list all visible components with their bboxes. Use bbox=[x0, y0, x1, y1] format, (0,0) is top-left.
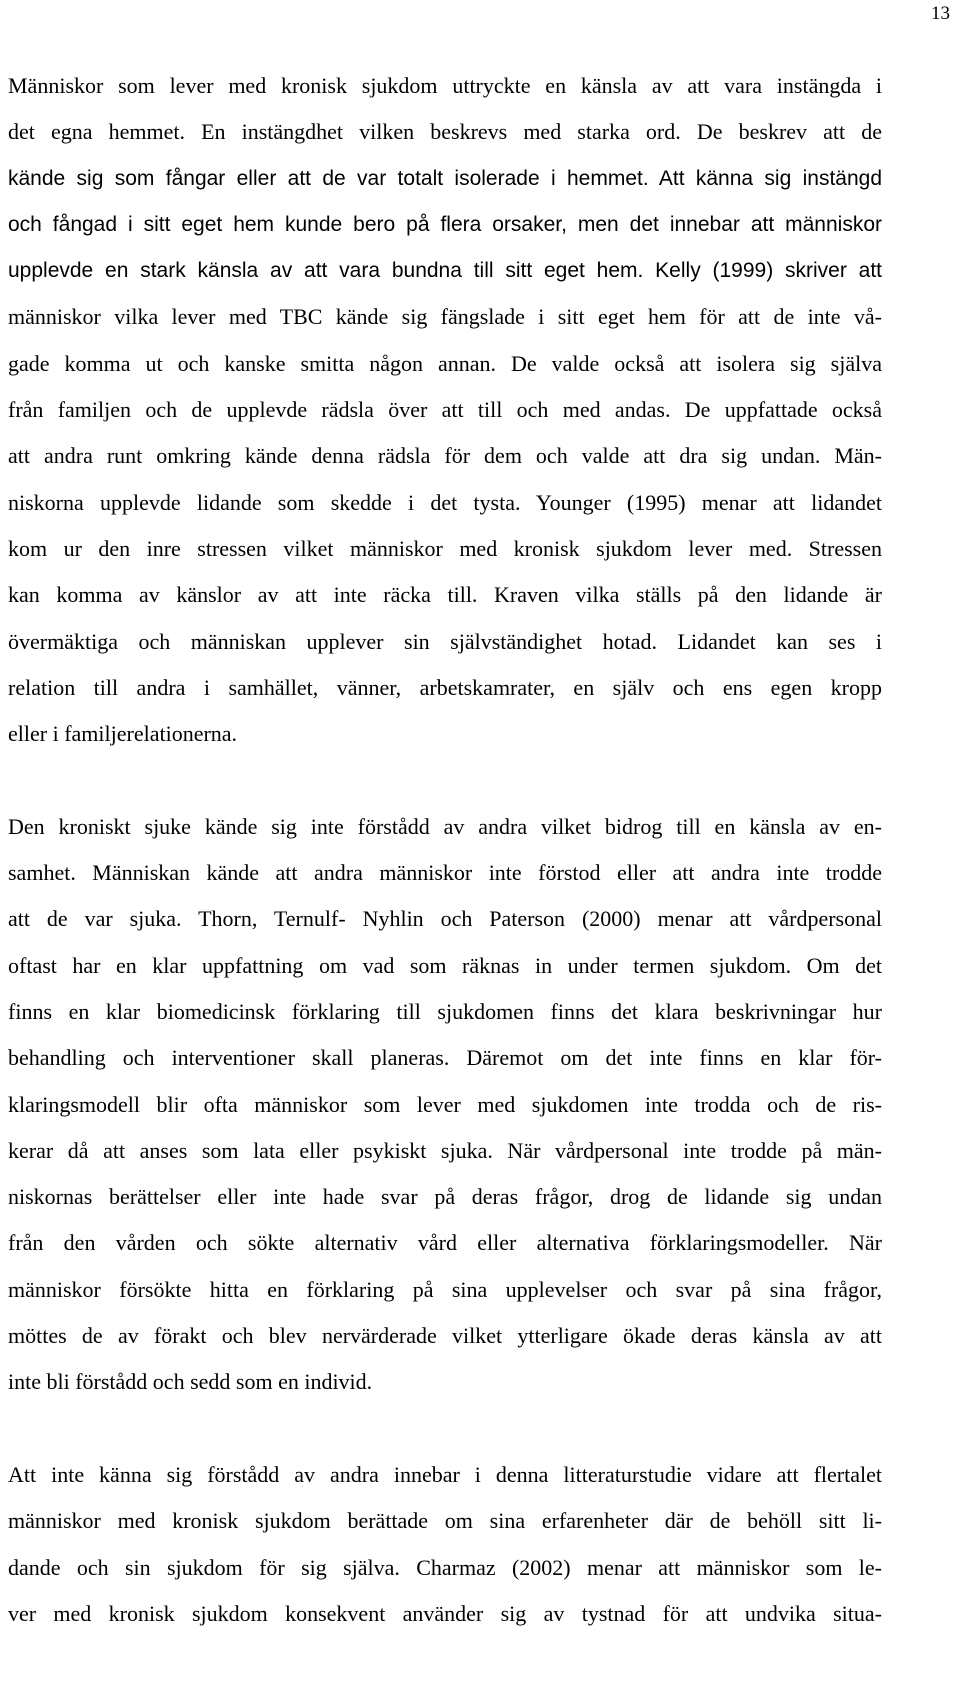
text-line: och fångad i sitt eget hem kunde bero på flera orsaker, men det innebar att människor bbox=[8, 212, 882, 236]
page-number: 13 bbox=[931, 3, 950, 24]
text-line: människor med kronisk sjukdom berättade om sina erfarenheter där de behöll sitt li- bbox=[8, 1508, 882, 1534]
text-line: niskorna upplevde lidande som skedde i det tysta. Younger (1995) menar att lidandet bbox=[8, 489, 882, 515]
text-line: inte bli förstådd och sedd som en individ. bbox=[8, 1369, 373, 1395]
text-line: eller i familjerelationerna. bbox=[8, 721, 238, 747]
text-line: samhet. Människan kände att andra människor inte förstod eller att andra inte trodde bbox=[8, 860, 882, 886]
body-text bbox=[8, 63, 882, 1637]
text-line: från den vården och sökte alternativ vård eller alternativa förklaringsmodeller. När bbox=[8, 1230, 882, 1256]
text-line: Människor som lever med kronisk sjukdom uttryckte en känsla av att vara instängda i bbox=[8, 73, 882, 98]
text-line: människor försökte hitta en förklaring på sina upplevelser och svar på sina frågor, bbox=[8, 1276, 882, 1302]
text-line: människor vilka lever med TBC kände sig fängslade i sitt eget hem för att de inte vå- bbox=[8, 304, 882, 330]
text-line: kom ur den inre stressen vilket människor med kronisk sjukdom lever med. Stressen bbox=[8, 535, 882, 561]
paragraph bbox=[8, 1452, 882, 1637]
text-line: kerar då att anses som lata eller psykiskt sjuka. När vårdpersonal inte trodde på män- bbox=[8, 1137, 882, 1163]
text-line: dande och sin sjukdom för sig själva. Charmaz (2002) menar att människor som le- bbox=[8, 1554, 882, 1580]
text-line: upplevde en stark känsla av att vara bundna till sitt eget hem. Kelly (1999) skriver att bbox=[8, 259, 882, 283]
text-line: ver med kronisk sjukdom konsekvent använder sig av tystnad för att undvika situa- bbox=[8, 1600, 882, 1626]
text-line: att andra runt omkring kände denna rädsla för dem och valde att dra sig undan. Män- bbox=[8, 443, 882, 469]
paragraph bbox=[8, 804, 882, 1406]
text-line: det egna hemmet. En instängdhet vilken beskrevs med starka ord. De beskrev att de bbox=[8, 119, 882, 145]
text-line: relation till andra i samhället, vänner, arbetskamrater, en själv och ens egen kropp bbox=[8, 674, 882, 700]
paragraph-gap bbox=[8, 757, 882, 803]
text-line: oftast har en klar uppfattning om vad som räknas in under termen sjukdom. Om det bbox=[8, 952, 882, 978]
text-line: kan komma av känslor av att inte räcka till. Kraven vilka ställs på den lidande är bbox=[8, 582, 882, 608]
text-line: kände sig som fångar eller att de var totalt isolerade i hemmet. Att känna sig instängd bbox=[8, 166, 882, 190]
text-line: behandling och interventioner skall planeras. Däremot om det inte finns en klar för- bbox=[8, 1045, 882, 1071]
text-line: att de var sjuka. Thorn, Ternulf- Nyhlin och Paterson (2000) menar att vårdpersonal bbox=[8, 906, 882, 932]
text-line: övermäktiga och människan upplever sin självständighet hotad. Lidandet kan ses i bbox=[8, 628, 882, 654]
paragraph-gap bbox=[8, 1406, 882, 1452]
text-line: finns en klar biomedicinsk förklaring till sjukdomen finns det klara beskrivningar hur bbox=[8, 998, 882, 1024]
text-line: Den kroniskt sjuke kände sig inte förstådd av andra vilket bidrog till en känsla av en- bbox=[8, 813, 882, 839]
text-line: Att inte känna sig förstådd av andra innebar i denna litteraturstudie vidare att flertalet bbox=[8, 1461, 882, 1487]
text-line: niskornas berättelser eller inte hade svar på deras frågor, drog de lidande sig undan bbox=[8, 1184, 882, 1210]
text-line: gade komma ut och kanske smitta någon annan. De valde också att isolera sig själva bbox=[8, 350, 882, 376]
paragraph bbox=[8, 63, 882, 757]
text-line: klaringsmodell blir ofta människor som lever med sjukdomen inte trodda och de ris- bbox=[8, 1091, 882, 1117]
text-line: möttes de av förakt och blev nervärderade vilket ytterligare ökade deras känsla av att bbox=[8, 1323, 882, 1349]
text-line: från familjen och de upplevde rädsla över att till och med andas. De uppfattade också bbox=[8, 397, 882, 423]
